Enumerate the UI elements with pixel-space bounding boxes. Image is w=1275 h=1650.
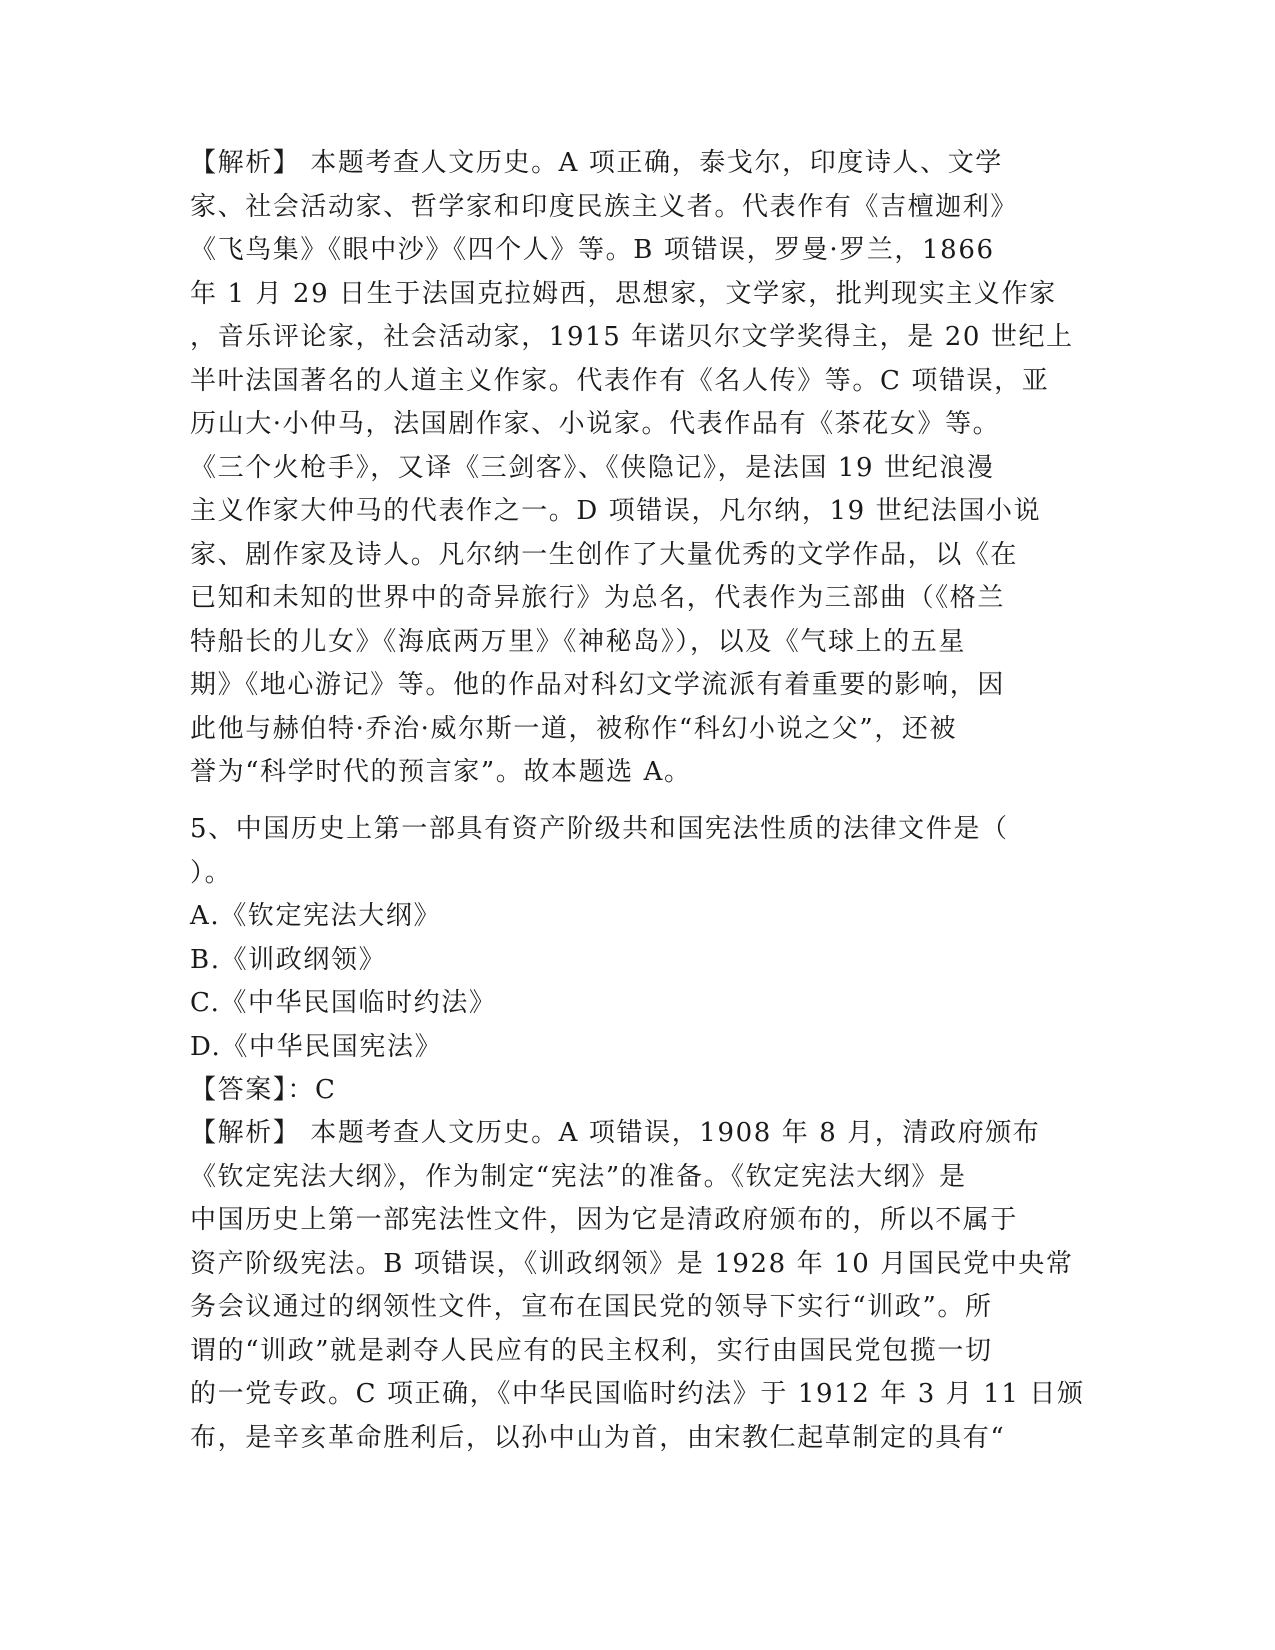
analysis-line: 家、剧作家及诗人。凡尔纳一生创作了大量优秀的文学作品，以《在 bbox=[190, 539, 1019, 570]
analysis-line: 已知和未知的世界中的奇异旅行》为总名，代表作为三部曲（《格兰 bbox=[190, 583, 1006, 613]
analysis-line: 谓的“训政”就是剥夺人民应有的民主权利，实行由国民党包揽一切 bbox=[190, 1335, 993, 1366]
analysis-line: 布，是辛亥革命胜利后，以孙中山为首，由宋教仁起草制定的具有“ bbox=[190, 1422, 1006, 1453]
option-c: C.《中华民国临时约法》 bbox=[190, 988, 497, 1018]
analysis-line: 誉为“科学时代的预言家”。故本题选 A。 bbox=[190, 757, 692, 787]
answer-line: 【答案】：C bbox=[190, 1075, 337, 1105]
question-5-analysis bbox=[190, 1112, 1085, 1460]
analysis-line: ，音乐评论家，社会活动家，1915 年诺贝尔文学奖得主，是 20 世纪上 bbox=[190, 322, 1074, 352]
analysis-line: 特船长的儿女》《海底两万里》《神秘岛》），以及《气球上的五星 bbox=[190, 626, 967, 657]
analysis-line: 家、社会活动家、哲学家和印度民族主义者。代表作有《吉檀迦利》 bbox=[190, 191, 1019, 222]
analysis-line: 半叶法国著名的人道主义作家。代表作有《名人传》等。C 项错误，亚 bbox=[190, 365, 1050, 396]
analysis-line: 【解析】 本题考查人文历史。A 项错误，1908 年 8 月，清政府颁布 bbox=[190, 1118, 1041, 1148]
analysis-line: 的一党专政。C 项正确，《中华民国临时约法》于 1912 年 3 月 11 日颁 bbox=[190, 1379, 1085, 1409]
question-5-options bbox=[190, 895, 1085, 1113]
question-stem-line: 5、中国历史上第一部具有资产阶级共和国宪法性质的法律文件是（ bbox=[190, 814, 1009, 844]
option-d: D.《中华民国宪法》 bbox=[190, 1031, 443, 1062]
option-b: B.《训政纲领》 bbox=[190, 944, 387, 975]
question-stem-line: ）。 bbox=[190, 857, 233, 888]
analysis-line: 务会议通过的纲领性文件，宣布在国民党的领导下实行“训政”。所 bbox=[190, 1292, 993, 1322]
previous-question-analysis bbox=[190, 142, 1085, 795]
analysis-line: 《飞鸟集》《眼中沙》《四个人》等。B 项错误，罗曼·罗兰，1866 bbox=[190, 235, 995, 265]
analysis-line: 资产阶级宪法。B 项错误，《训政纲领》是 1928 年 10 月国民党中央常 bbox=[190, 1248, 1074, 1279]
analysis-line: 中国历史上第一部宪法性文件，因为它是清政府颁布的，所以不属于 bbox=[190, 1205, 1019, 1235]
analysis-line: 此他与赫伯特·乔治·威尔斯一道，被称作“科幻小说之父”，还被 bbox=[190, 713, 958, 744]
analysis-line: 历山大·小仲马，法国剧作家、小说家。代表作品有《茶花女》等。 bbox=[190, 409, 1001, 439]
option-a: A.《钦定宪法大纲》 bbox=[190, 901, 442, 931]
analysis-line: 主义作家大仲马的代表作之一。D 项错误，凡尔纳，19 世纪法国小说 bbox=[190, 496, 1042, 526]
analysis-line: 《三个火枪手》，又译《三剑客》、《侠隐记》，是法国 19 世纪浪漫 bbox=[190, 452, 995, 483]
question-5-stem bbox=[190, 808, 1085, 895]
analysis-line: 【解析】 本题考查人文历史。A 项正确，泰戈尔，印度诗人、文学 bbox=[190, 148, 1003, 178]
analysis-line: 年 1 月 29 日生于法国克拉姆西，思想家，文学家，批判现实主义作家 bbox=[190, 278, 1057, 309]
analysis-line: 期》《地心游记》等。他的作品对科幻文学流派有着重要的影响，因 bbox=[190, 670, 1006, 700]
analysis-line: 《钦定宪法大纲》，作为制定“宪法”的准备。《钦定宪法大纲》是 bbox=[190, 1161, 967, 1192]
